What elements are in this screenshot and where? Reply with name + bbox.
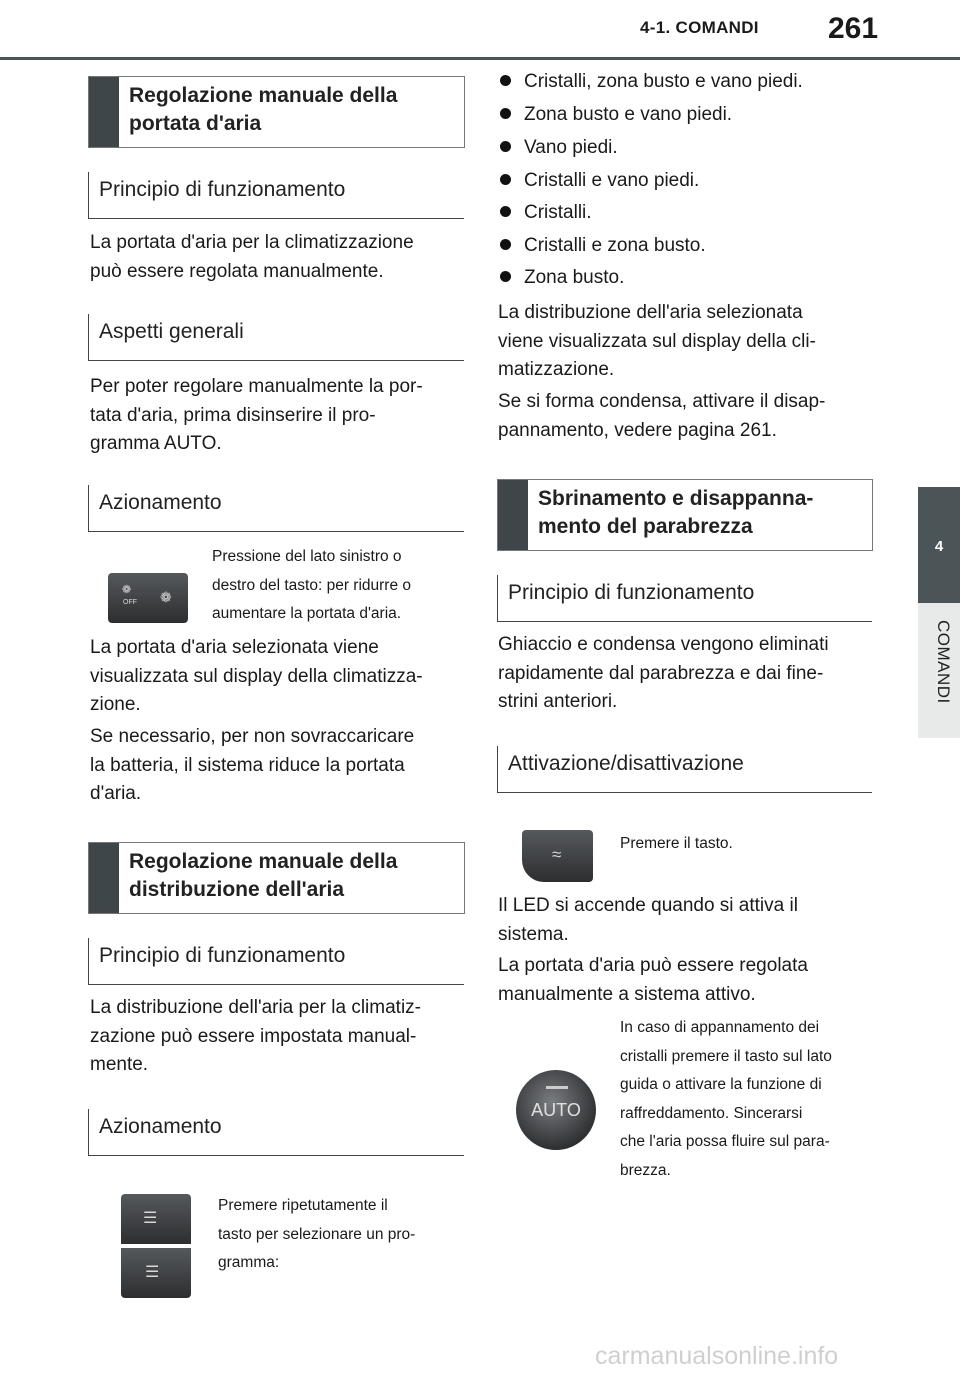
distribution-button-upper-image (121, 1194, 191, 1244)
airflow-upper-icon: ☰ (143, 1210, 158, 1227)
fan-low-icon: ❁ (122, 584, 132, 596)
subheading-principle-3: Principio di funzionamento (497, 575, 872, 622)
windshield-defrost-icon: ≈ (552, 845, 562, 864)
subheading-principle-2: Principio di funzionamento (88, 938, 464, 985)
paragraph-air-flow-intro: La portata d'aria per la climatizzazione può essere regolata manualmente. (90, 232, 414, 282)
list-item: Cristalli e zona busto. (500, 235, 706, 257)
paragraph-distribution-display: La distribuzione dell'aria selezionata viene visualizzata sul display della cli- matizzazione. (498, 302, 816, 380)
list-item: Zona busto e vano piedi. (500, 104, 732, 126)
heading-box-air-flow (88, 76, 465, 148)
subheading-principle: Principio di funzionamento (88, 172, 464, 219)
list-item: Cristalli e vano piedi. (500, 170, 699, 192)
watermark: carmanualsonline.info (595, 1342, 839, 1370)
list-item: Zona busto. (500, 267, 624, 289)
list-item: Cristalli, zona busto e vano piedi. (500, 71, 803, 93)
heading-box-defrost (497, 479, 873, 551)
caption-distribution-button: Premere ripetutamente il tasto per selezionare un pro- gramma: (218, 1197, 416, 1271)
defrost-button-image (522, 830, 593, 882)
subheading-operation-2: Azionamento (88, 1109, 464, 1156)
heading-box-air-distribution (88, 842, 465, 914)
chapter-label: COMANDI (934, 620, 953, 704)
subheading-activation: Attivazione/disattivazione (497, 746, 872, 793)
caption-auto-button: In caso di appannamento dei cristalli premere il tasto sul lato guida o attivare la funzione di raffreddamento. Sincerarsi che l'aria possa fluire sul para- brezza. (620, 1019, 832, 1179)
heading-air-distribution: Regolazione manuale della distribuzione dell'aria (129, 850, 398, 901)
paragraph-distribution: La distribuzione dell'aria per la climatiz- zazione può essere impostata manual- mente. (90, 997, 421, 1075)
paragraph-flow-active: La portata d'aria può essere regolata manualmente a sistema attivo. (498, 955, 808, 1005)
caption-defrost-button: Premere il tasto. (620, 835, 733, 852)
paragraph-selected-flow: La portata d'aria selezionata viene visualizzata sul display della climatizza- zione. (90, 637, 423, 715)
caption-air-flow-button: Pressione del lato sinistro o destro del tasto: per ridurre o aumentare la portata d'aria. (212, 548, 412, 622)
paragraph-led: Il LED si accende quando si attiva il sistema. (498, 895, 798, 945)
heading-defrost: Sbrinamento e disappanna- mento del parabrezza (538, 487, 814, 538)
air-flow-button-image: ❁ OFF ❁ (108, 573, 188, 623)
section-title: 4-1. COMANDI (640, 18, 759, 37)
subheading-general: Aspetti generali (88, 314, 464, 361)
heading-air-flow: Regolazione manuale della portata d'aria (129, 84, 398, 135)
paragraph-defrost-principle: Ghiaccio e condensa vengono eliminati rapidamente dal parabrezza e dai fine- strini anteriori. (498, 634, 829, 712)
auto-button-image: AUTO (516, 1070, 596, 1150)
distribution-button-lower-image (121, 1248, 191, 1298)
paragraph-general: Per poter regolare manualmente la por- tata d'aria, prima disinserire il pro- gramma AUTO. (90, 376, 423, 454)
airflow-lower-icon: ☰ (145, 1264, 160, 1281)
list-item: Vano piedi. (500, 137, 618, 159)
page-number: 261 (828, 12, 879, 45)
subheading-operation: Azionamento (88, 485, 464, 532)
list-item: Cristalli. (500, 202, 592, 224)
chapter-number: 4 (934, 538, 944, 555)
led-indicator-icon (546, 1086, 568, 1089)
header-rule (0, 57, 960, 60)
paragraph-condensation: Se si forma condensa, attivare il disap- pannamento, vedere pagina 261. (498, 391, 826, 441)
paragraph-battery: Se necessario, per non sovraccaricare la batteria, il sistema riduce la portata d'aria. (90, 726, 415, 804)
fan-high-icon: ❁ (160, 589, 172, 605)
